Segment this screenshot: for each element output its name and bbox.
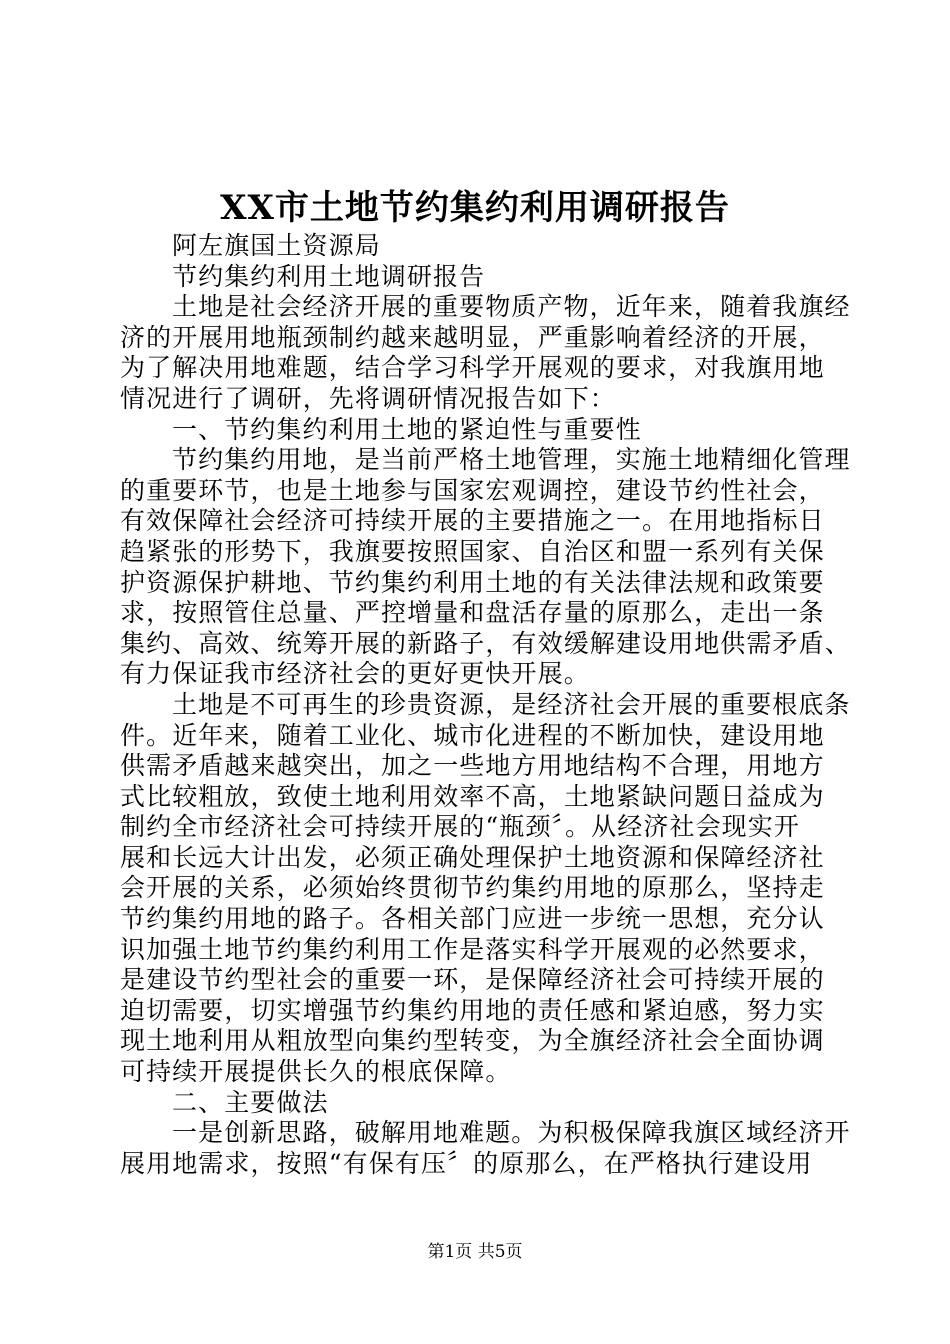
text-line: 迫切需要，切实增强节约集约用地的责任感和紧迫感，努力实 bbox=[120, 995, 825, 1025]
text-line: 护资源保护耕地、节约集约利用土地的有关法律法规和政策要 bbox=[120, 567, 825, 597]
text-line: 展和长远大计出发，必须正确处理保护土地资源和保障经济社 bbox=[120, 842, 825, 872]
text-line: 趋紧张的形势下，我旗要按照国家、自治区和盟一系列有关保 bbox=[120, 536, 825, 566]
text-line: 的重要环节，也是土地参与国家宏观调控，建设节约性社会， bbox=[120, 475, 825, 505]
text-line: 集约、高效、统筹开展的新路子，有效缓解建设用地供需矛盾、 bbox=[120, 628, 851, 658]
text-line: 求，按照管住总量、严控增量和盘活存量的原那么，走出一条 bbox=[120, 598, 825, 628]
text-line: 是建设节约型社会的重要一环，是保障经济社会可持续开展的 bbox=[120, 965, 825, 995]
text-line: 一、节约集约利用土地的紧迫性与重要性 bbox=[172, 414, 642, 444]
text-line: 可持续开展提供长久的根底保障。 bbox=[120, 1057, 512, 1087]
text-line: 一是创新思路，破解用地难题。为积极保障我旗区域经济开 bbox=[172, 1118, 851, 1148]
text-line: 土地是社会经济开展的重要物质产物，近年来，随着我旗经 bbox=[172, 292, 851, 322]
text-line: 土地是不可再生的珍贵资源，是经济社会开展的重要根底条 bbox=[172, 689, 851, 719]
text-line: 节约集约用地的路子。各相关部门应进一步统一思想，充分认 bbox=[120, 904, 825, 934]
text-line: 有力保证我市经济社会的更好更快开展。 bbox=[120, 659, 590, 689]
text-line: 情况进行了调研，先将调研情况报告如下： bbox=[120, 383, 616, 413]
text-line: 现土地利用从粗放型向集约型转变，为全旗经济社会全面协调 bbox=[120, 1026, 825, 1056]
text-line: 会开展的关系，必须始终贯彻节约集约用地的原那么，坚持走 bbox=[120, 873, 825, 903]
text-line: 节约集约利用土地调研报告 bbox=[172, 261, 486, 291]
text-line: 济的开展用地瓶颈制约越来越明显，严重影响着经济的开展， bbox=[120, 322, 825, 352]
text-line: 为了解决用地难题，结合学习科学开展观的要求，对我旗用地 bbox=[120, 353, 825, 383]
text-line: 阿左旗国土资源局 bbox=[172, 231, 381, 260]
text-line: 供需矛盾越来越突出，加之一些地方用地结构不合理，用地方 bbox=[120, 751, 825, 781]
document-body bbox=[120, 231, 851, 1179]
text-line: 展用地需求，按照“有保有压〞的原那么，在严格执行建设用 bbox=[120, 1148, 813, 1178]
text-line: 识加强土地节约集约利用工作是落实科学开展观的必然要求， bbox=[120, 934, 825, 964]
text-line: 二、主要做法 bbox=[172, 1087, 329, 1117]
text-line: 件。近年来，随着工业化、城市化进程的不断加快，建设用地 bbox=[120, 720, 825, 750]
page-footer: 第1页 共5页 bbox=[427, 1242, 523, 1262]
document-title: XX市土地节约集约利用调研报告 bbox=[220, 188, 730, 228]
text-line: 有效保障社会经济可持续开展的主要措施之一。在用地指标日 bbox=[120, 506, 825, 536]
text-line: 制约全市经济社会可持续开展的“瓶颈〞。从经济社会现实开 bbox=[120, 812, 800, 842]
text-line: 节约集约用地，是当前严格土地管理，实施土地精细化管理 bbox=[172, 445, 851, 475]
text-line: 式比较粗放，致使土地利用效率不高，土地紧缺问题日益成为 bbox=[120, 781, 825, 811]
